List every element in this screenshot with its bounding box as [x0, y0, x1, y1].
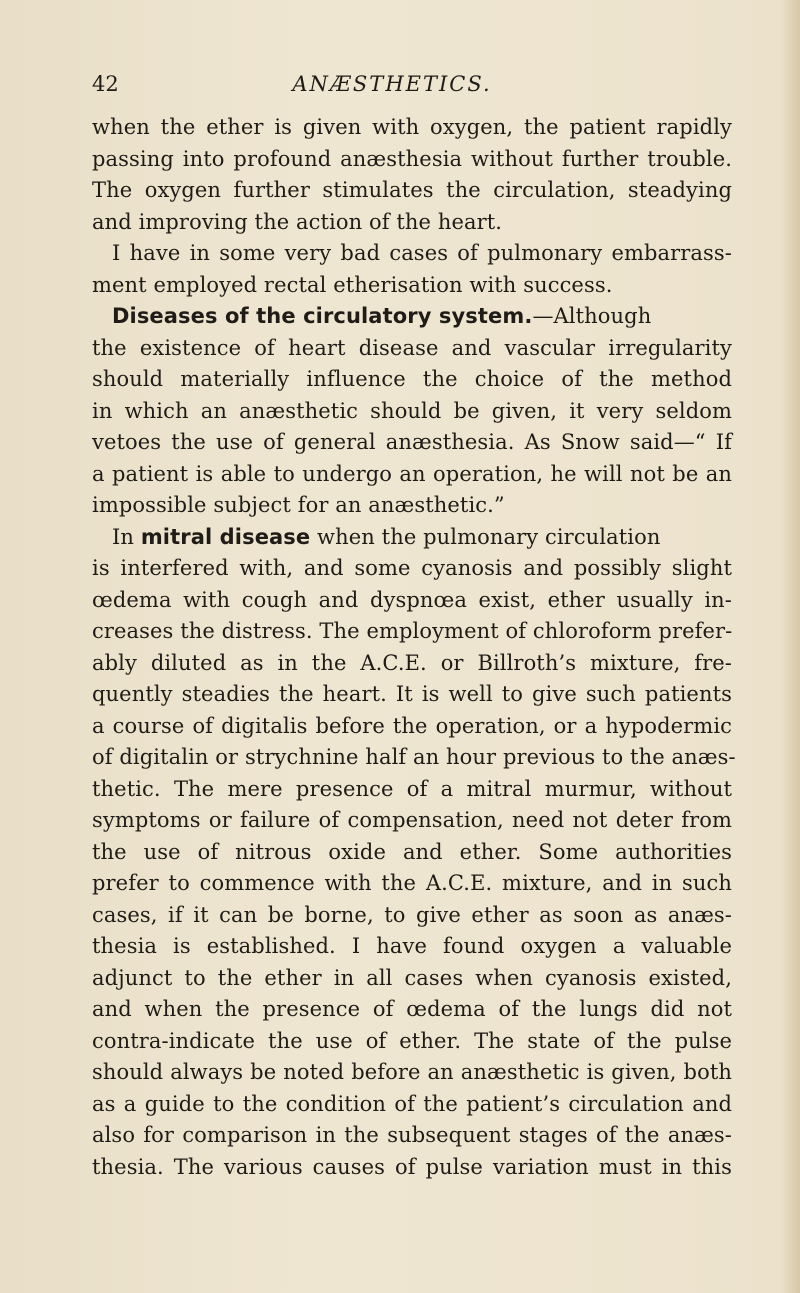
text-line: and improving the action of the heart. [92, 209, 503, 234]
text-line: also for comparison in the subsequent stages of the anæs- [92, 1123, 732, 1147]
text-line: a course of digitalis before the operation, or a hypodermic [92, 713, 732, 738]
text-line: The oxygen further stimulates the circulation, steadying [92, 178, 732, 202]
text-line: impossible subject for an anæsthetic.” [92, 493, 505, 517]
text-line: creases the distress. The employment of chloroform prefer- [92, 619, 733, 643]
section-heading-circulatory: Diseases of the circulatory system. [112, 304, 533, 328]
text-line: symptoms or failure of compensation, need not deter from [92, 808, 732, 832]
text-line: the use of nitrous oxide and ether. Some authorities [92, 839, 732, 864]
text-line [92, 301, 732, 333]
running-head: ANÆSTHETICS. [292, 72, 492, 96]
text-line: of digitalin or strychnine half an hour previous to the anæs- [92, 745, 736, 769]
text-line: ably diluted as in the A.C.E. or Billroth’s mixture, fre- [92, 650, 732, 675]
text-line: in which an anæsthetic should be given, it very seldom [92, 398, 732, 423]
text-line: when the ether is given with oxygen, the patient rapidly [92, 115, 732, 139]
text-line: thesia is established. I have found oxygen a valuable [92, 934, 732, 958]
text-line: I have in some very bad cases of pulmonary embarrass- [112, 241, 732, 265]
section-heading-mitral: mitral disease [140, 524, 311, 549]
text-line: a patient is able to undergo an operation, he will not be an [92, 461, 732, 486]
text-line: the existence of heart disease and vascular irregularity [92, 335, 732, 360]
text-line: ment employed rectal etherisation with success. [92, 272, 613, 297]
body-text [92, 112, 736, 1183]
text-line: and when the presence of œdema of the lungs did not [92, 997, 732, 1021]
text-line: should always be noted before an anæsthetic is given, both [92, 1060, 732, 1084]
text-line: should materially influence the choice of the method [92, 367, 732, 391]
text-line: contra-indicate the use of ether. The state of the pulse [92, 1028, 732, 1053]
text-line: quently steadies the heart. It is well to give such patients [92, 682, 732, 706]
page-edge-shadow [780, 0, 800, 1293]
text-line: cases, if it can be borne, to give ether as soon as anæs- [92, 902, 732, 927]
page-number: 42 [92, 72, 119, 96]
text-line: prefer to commence with the A.C.E. mixture, and in such [92, 871, 732, 895]
text-line: adjunct to the ether in all cases when cyanosis existed, [92, 965, 732, 990]
text-line: œdema with cough and dyspnœa exist, ether usually in- [92, 587, 732, 612]
text-line: passing into profound anæsthesia without further trouble. [92, 146, 732, 171]
text-line-rest: —Although [532, 304, 652, 328]
text-line-rest: when the pulmonary circulation [317, 524, 661, 549]
text-line: is interfered with, and some cyanosis and possibly slight [92, 556, 732, 580]
page-header [92, 72, 692, 102]
text-line: as a guide to the condition of the patient’s circulation and [92, 1091, 732, 1116]
text-line [92, 522, 732, 554]
text-line: vetoes the use of general anæsthesia. As Snow said—“ If [92, 430, 732, 454]
text-line-start: In [112, 524, 135, 549]
text-line: thetic. The mere presence of a mitral murmur, without [92, 776, 732, 801]
text-line: thesia. The various causes of pulse variation must in this [92, 1154, 732, 1179]
